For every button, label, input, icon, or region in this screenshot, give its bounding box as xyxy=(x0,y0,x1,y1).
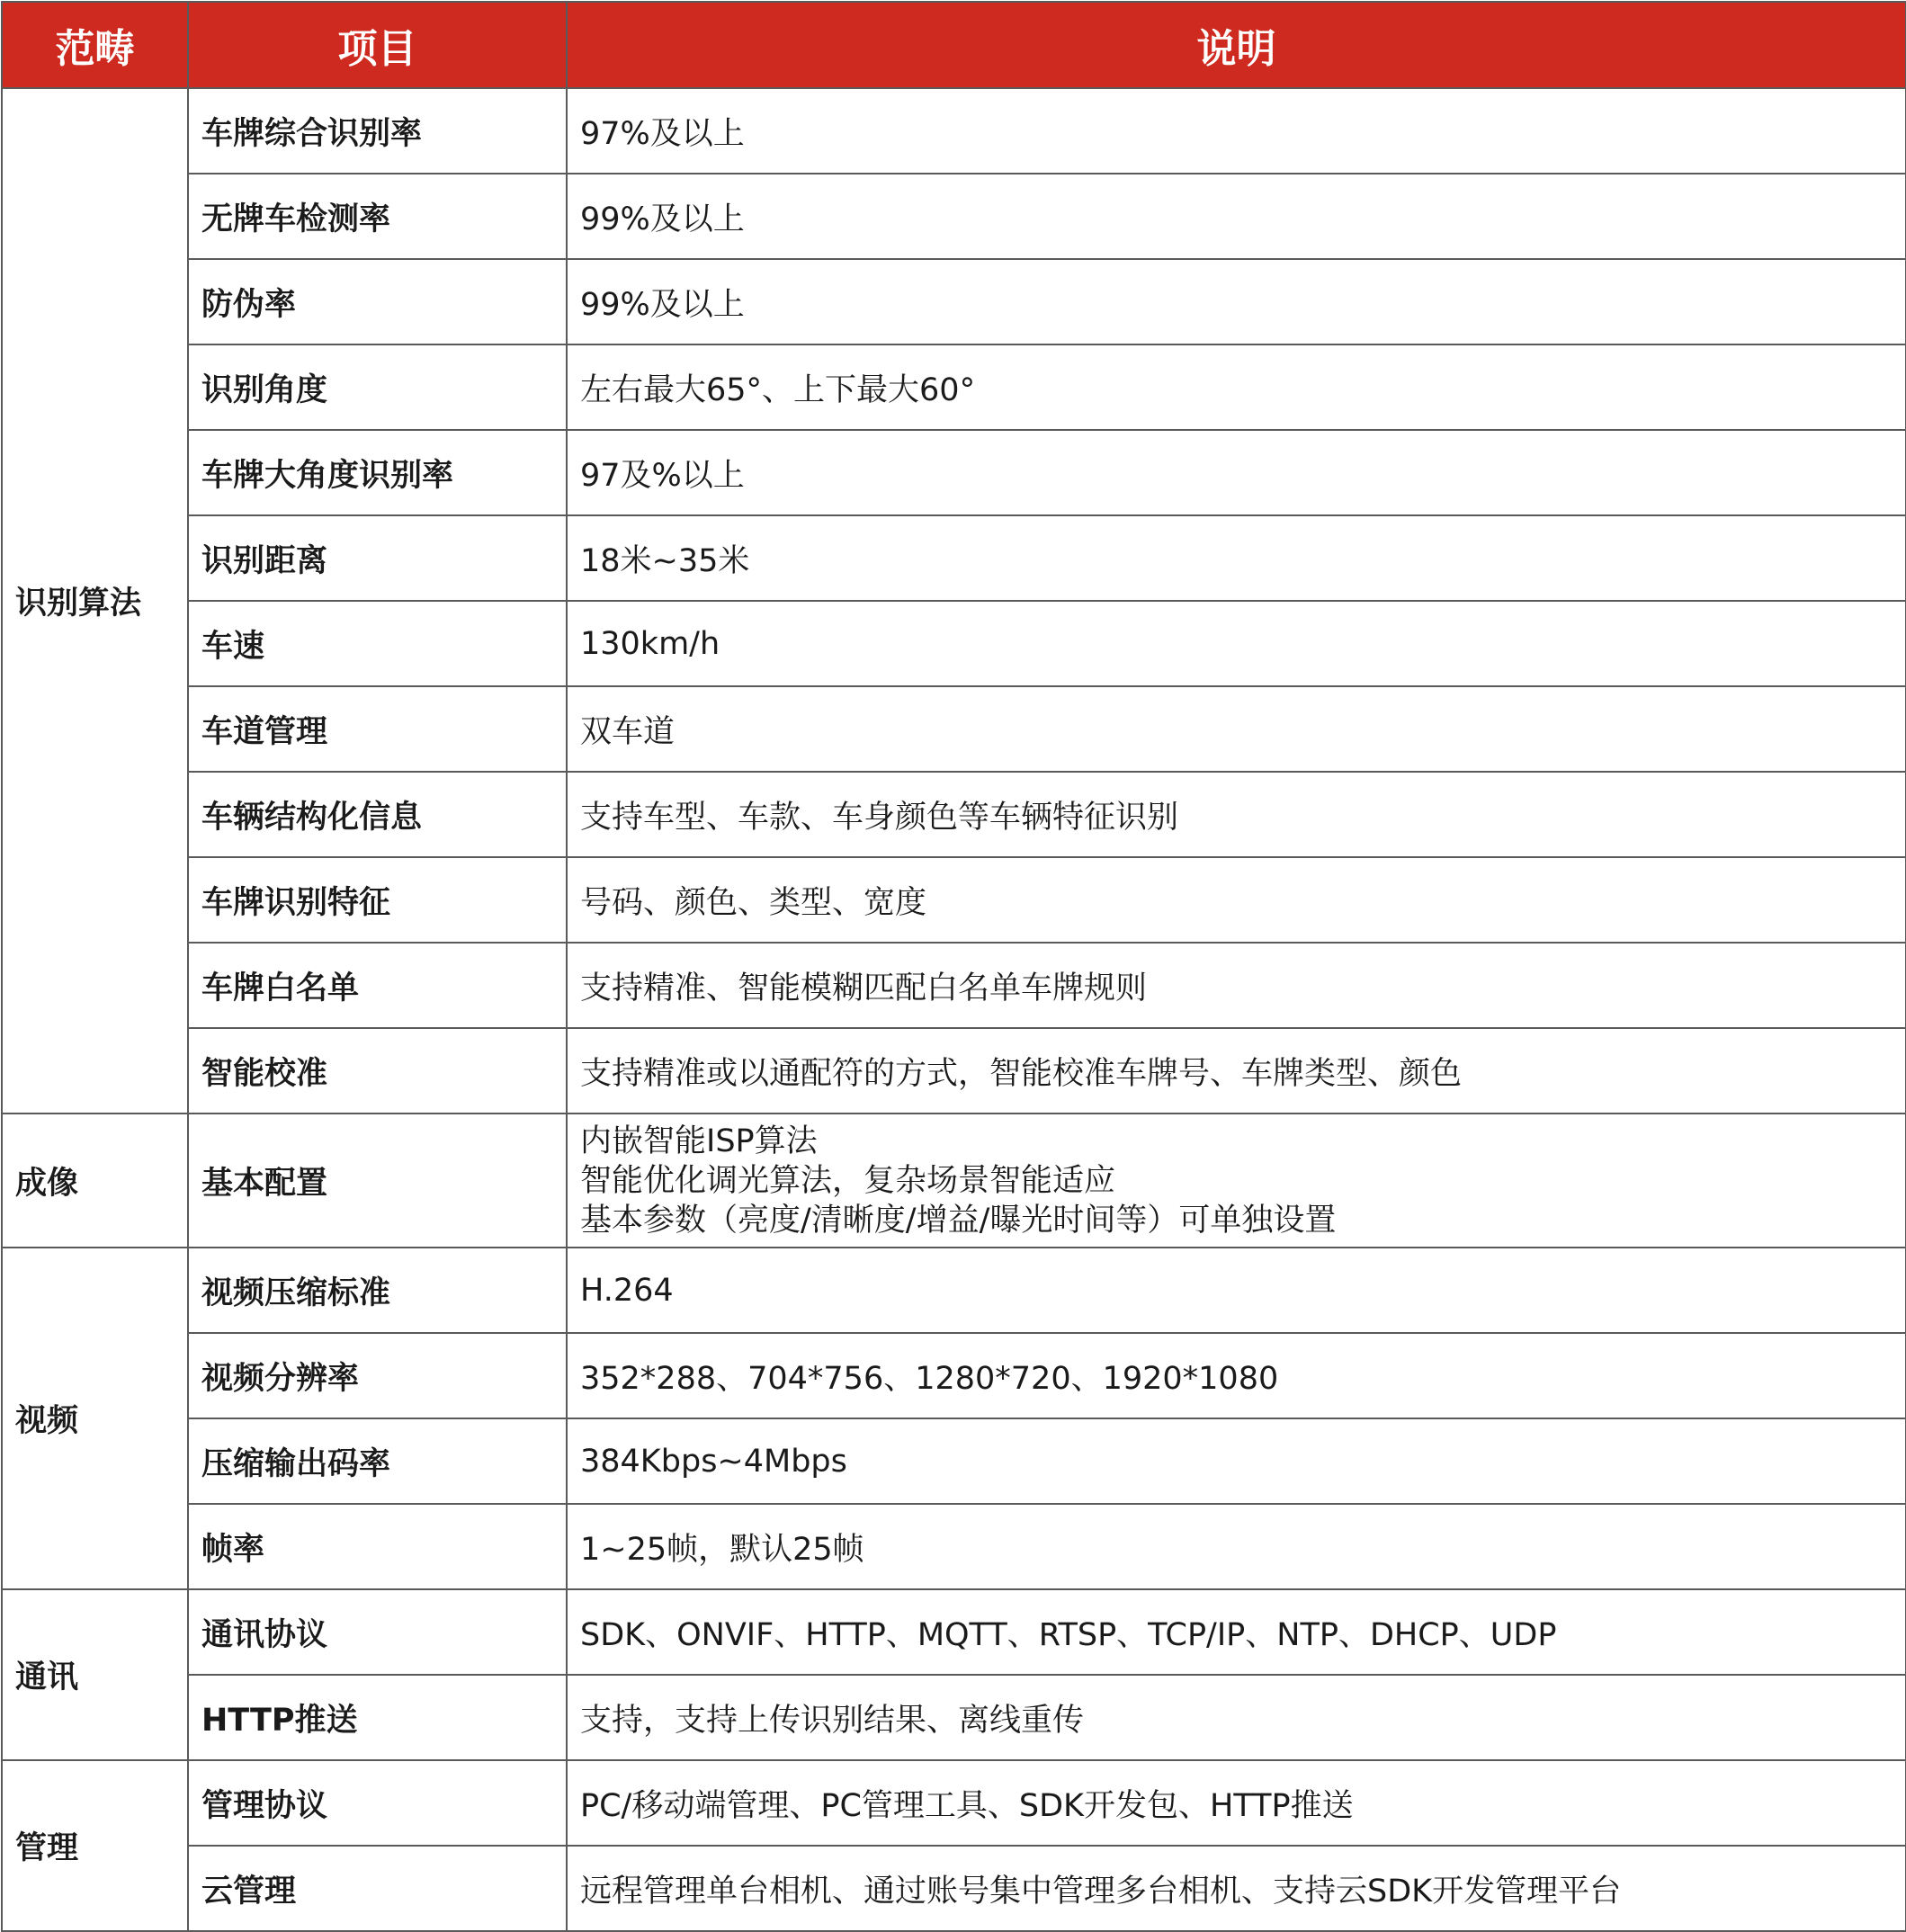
item-cell: 视频分辨率 xyxy=(188,1333,567,1418)
description-cell: 支持车型、车款、车身颜色等车辆特征识别 xyxy=(567,772,1906,857)
description-cell xyxy=(567,1114,1906,1248)
header-row xyxy=(2,2,1906,88)
table-row xyxy=(2,88,1906,174)
description-cell: 支持，支持上传识别结果、离线重传 xyxy=(567,1675,1906,1760)
description-cell: 双车道 xyxy=(567,686,1906,772)
category-cell: 管理 xyxy=(2,1760,188,1931)
item-cell: 车速 xyxy=(188,601,567,686)
description-cell: 352*288、704*756、1280*720、1920*1080 xyxy=(567,1333,1906,1418)
category-cell: 识别算法 xyxy=(2,88,188,1114)
description-cell: 99%及以上 xyxy=(567,174,1906,259)
table-row xyxy=(2,1248,1906,1333)
table-row xyxy=(2,1418,1906,1504)
item-cell: 车牌识别特征 xyxy=(188,857,567,943)
item-cell: 基本配置 xyxy=(188,1114,567,1248)
description-cell: 1~25帧，默认25帧 xyxy=(567,1504,1906,1589)
category-cell: 视频 xyxy=(2,1248,188,1589)
table-row xyxy=(2,259,1906,344)
table-row xyxy=(2,1028,1906,1114)
item-cell: 车辆结构化信息 xyxy=(188,772,567,857)
item-cell: 识别距离 xyxy=(188,515,567,601)
table-row xyxy=(2,857,1906,943)
table-row xyxy=(2,686,1906,772)
description-cell: PC/移动端管理、PC管理工具、SDK开发包、HTTP推送 xyxy=(567,1760,1906,1846)
table-row xyxy=(2,430,1906,515)
item-cell: 视频压缩标准 xyxy=(188,1248,567,1333)
description-cell: 99%及以上 xyxy=(567,259,1906,344)
item-cell: 通讯协议 xyxy=(188,1589,567,1675)
description-cell: 97及%以上 xyxy=(567,430,1906,515)
description-cell: 远程管理单台相机、通过账号集中管理多台相机、支持云SDK开发管理平台 xyxy=(567,1846,1906,1931)
item-cell: 车牌综合识别率 xyxy=(188,88,567,174)
table-row xyxy=(2,1114,1906,1248)
description-cell: 支持精准、智能模糊匹配白名单车牌规则 xyxy=(567,943,1906,1028)
header-item: 项目 xyxy=(188,2,567,88)
table-row xyxy=(2,174,1906,259)
item-cell: 管理协议 xyxy=(188,1760,567,1846)
header-category: 范畴 xyxy=(2,2,188,88)
item-cell: 智能校准 xyxy=(188,1028,567,1114)
description-line: 基本参数（亮度/清晰度/增益/曝光时间等）可单独设置 xyxy=(580,1202,1337,1239)
description-cell: 号码、颜色、类型、宽度 xyxy=(567,857,1906,943)
table-row xyxy=(2,772,1906,857)
table-row xyxy=(2,1504,1906,1589)
item-cell: 车道管理 xyxy=(188,686,567,772)
spec-table xyxy=(1,1,1906,1932)
description-cell: 97%及以上 xyxy=(567,88,1906,174)
description-cell: SDK、ONVIF、HTTP、MQTT、RTSP、TCP/IP、NTP、DHCP、UDP xyxy=(567,1589,1906,1675)
description-cell: 18米~35米 xyxy=(567,515,1906,601)
description-cell: 130km/h xyxy=(567,601,1906,686)
category-cell: 通讯 xyxy=(2,1589,188,1760)
item-cell: 帧率 xyxy=(188,1504,567,1589)
table-row xyxy=(2,601,1906,686)
item-cell: HTTP推送 xyxy=(188,1675,567,1760)
description-cell: 384Kbps~4Mbps xyxy=(567,1418,1906,1504)
table-row xyxy=(2,1760,1906,1846)
item-cell: 车牌大角度识别率 xyxy=(188,430,567,515)
category-cell: 成像 xyxy=(2,1114,188,1248)
description-cell: 左右最大65°、上下最大60° xyxy=(567,344,1906,430)
table-row xyxy=(2,943,1906,1028)
item-cell: 识别角度 xyxy=(188,344,567,430)
description-cell: H.264 xyxy=(567,1248,1906,1333)
description-cell: 支持精准或以通配符的方式，智能校准车牌号、车牌类型、颜色 xyxy=(567,1028,1906,1114)
item-cell: 防伪率 xyxy=(188,259,567,344)
item-cell: 云管理 xyxy=(188,1846,567,1931)
item-cell: 无牌车检测率 xyxy=(188,174,567,259)
header-description: 说明 xyxy=(567,2,1906,88)
item-cell: 压缩输出码率 xyxy=(188,1418,567,1504)
description-line: 智能优化调光算法，复杂场景智能适应 xyxy=(580,1162,1116,1199)
table-row xyxy=(2,515,1906,601)
table-row xyxy=(2,1846,1906,1931)
table-row xyxy=(2,1589,1906,1675)
table-row xyxy=(2,1333,1906,1418)
description-line: 内嵌智能ISP算法 xyxy=(580,1123,818,1159)
item-cell: 车牌白名单 xyxy=(188,943,567,1028)
table-row xyxy=(2,1675,1906,1760)
table-row xyxy=(2,344,1906,430)
